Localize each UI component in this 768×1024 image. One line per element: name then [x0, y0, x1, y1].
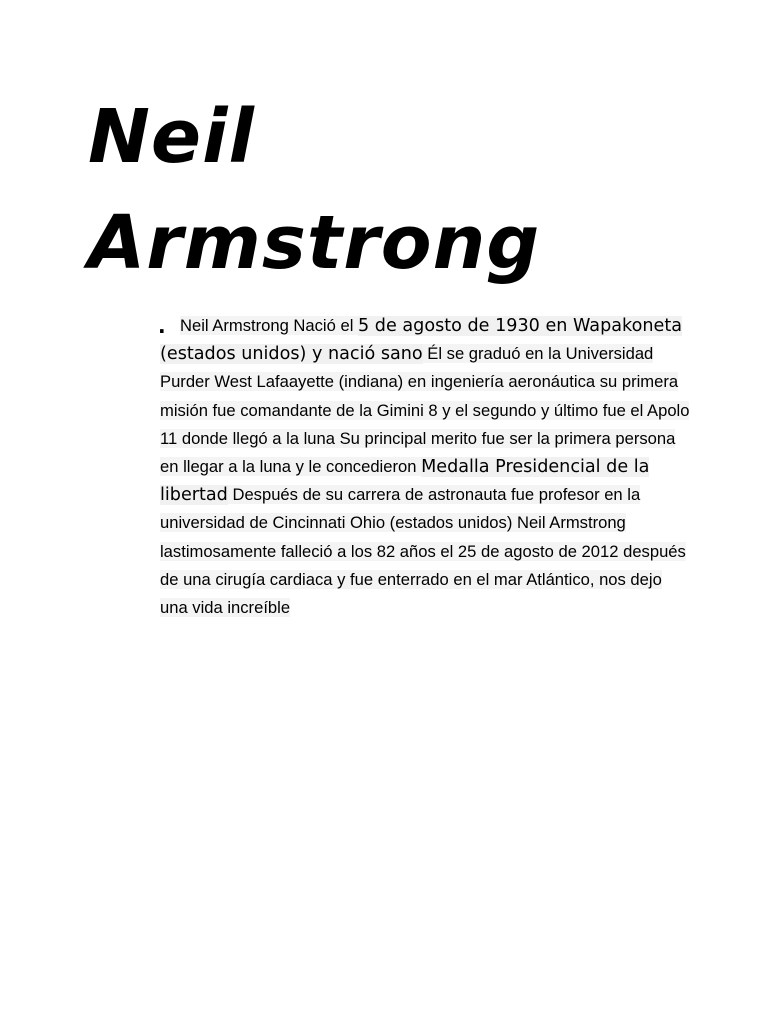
text-segment: 5 de agosto de 1930 en Wapakoneta (estados unidos) y nació sano	[160, 316, 683, 365]
text-segment: Neil Armstrong Nació el	[180, 316, 358, 335]
indent-wrapper	[160, 316, 358, 335]
biography-paragraph	[160, 312, 690, 622]
text-segment: Su principal merito fue ser la primera persona en llegar a la luna y le concedieron	[160, 428, 676, 477]
text-segment: Después de su carrera de astronauta fue profesor en la universidad de Cincinnati Ohio (estados unidos)	[160, 485, 641, 533]
document-title	[88, 84, 540, 296]
text-segment: Él se graduó en la Universidad Purder West Lafaayette (indiana) en ingeniería aeronáutica su primera misión fue comandante de la Gimini 8 y el segundo y último fue el Apolo 11 donde llegó a la luna	[160, 344, 690, 448]
text-segment: Neil Armstrong lastimosamente falleció a los 82 años el 25 de agosto de 2012 después de una cirugía cardiaca y fue enterrado en el mar Atlántico, nos dejo una vida increíble	[160, 513, 686, 618]
title-line-1: Neil	[88, 94, 255, 180]
text-segment: Medalla Presidencial de la libertad	[160, 457, 650, 506]
title-line-2: Armstrong	[88, 200, 541, 286]
bullet-marker: .	[158, 314, 166, 338]
